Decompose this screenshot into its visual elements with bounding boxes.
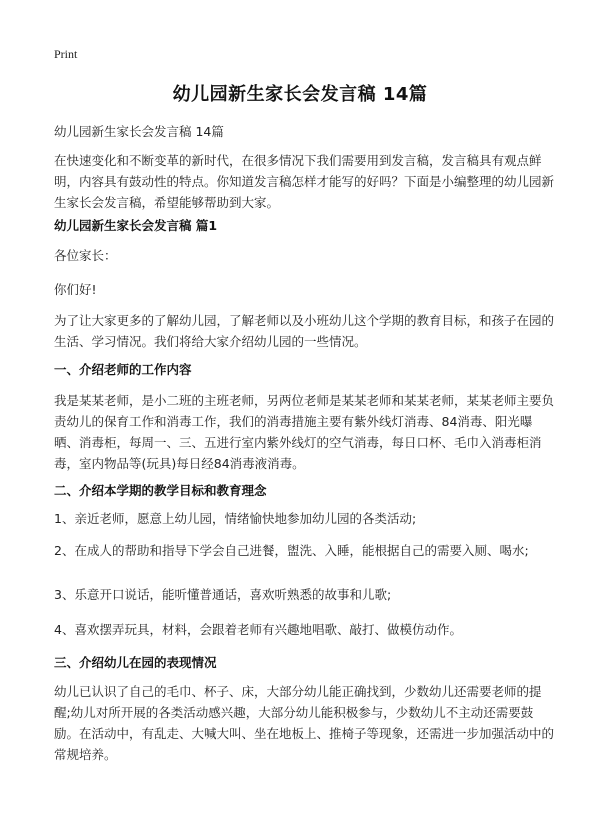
- heading-teacher-work: 一、介绍老师的工作内容: [54, 362, 192, 377]
- print-link[interactable]: Print: [54, 47, 78, 61]
- document-subtitle: 幼儿园新生家长会发言稿 14篇: [54, 124, 224, 139]
- greeting-text: 各位家长：: [54, 248, 117, 263]
- goal-item-3: 3、乐意开口说话，能听懂普通话，喜欢听熟悉的故事和儿歌;: [54, 587, 392, 602]
- intro-paragraph: 在快速变化和不断变革的新时代，在很多情况下我们需要用到发言稿，发言稿具有观点鲜明，内容具有鼓动性的特点。你知道发言稿怎样才能写的好吗？下面是小编整理的幼儿园新生家长会发言稿，希望能够帮助到大家。: [54, 153, 555, 210]
- heading-child-performance: 三、介绍幼儿在园的表现情况: [54, 655, 217, 670]
- section-heading: 幼儿园新生家长会发言稿 篇1: [54, 218, 218, 233]
- goal-item-4: 4、喜欢摆弄玩具，材料，会跟着老师有兴趣地唱歌、敲打、做模仿动作。: [54, 622, 462, 637]
- goal-item-1: 1、亲近老师，愿意上幼儿园，情绪愉快地参加幼儿园的各类活动;: [54, 511, 417, 526]
- teacher-work-paragraph: 我是某某老师，是小二班的主班老师，另两位老师是某某老师和某某老师，某某老师主要负责幼儿的保育工作和消毒工作，我们的消毒措施主要有紫外线灯消毒、84消毒、阳光曝晒、消毒柜，每周一、三、五进行室内紫外线灯的空气消毒，每日口杯、毛巾入消毒柜消毒，室内物品等(玩具)每日经84消毒液消毒。: [54, 393, 555, 471]
- goal-item-2: 2、在成人的帮助和指导下学会自己进餐，盥洗、入睡，能根据自己的需要入厕、喝水;: [54, 543, 529, 558]
- child-performance-paragraph: 幼儿已认识了自己的毛巾、杯子、床，大部分幼儿能正确找到，少数幼儿还需要老师的提醒;幼儿对所开展的各类活动感兴趣，大部分幼儿能积极参与，少数幼儿不主动还需要鼓励。在活动中，有乱走、大喊大叫、坐在地板上、推椅子等现象，还需进一步加强活动中的常规培养。: [54, 684, 555, 762]
- page-title: 幼儿园新生家长会发言稿 14篇: [172, 84, 428, 105]
- hello-text: 你们好!: [54, 282, 97, 297]
- opening-paragraph: 为了让大家更多的了解幼儿园，了解老师以及小班幼儿这个学期的教育目标，和孩子在园的生活、学习情况。我们将给大家介绍幼儿园的一些情况。: [54, 313, 555, 349]
- heading-teaching-goals: 二、介绍本学期的教学目标和教育理念: [54, 483, 267, 498]
